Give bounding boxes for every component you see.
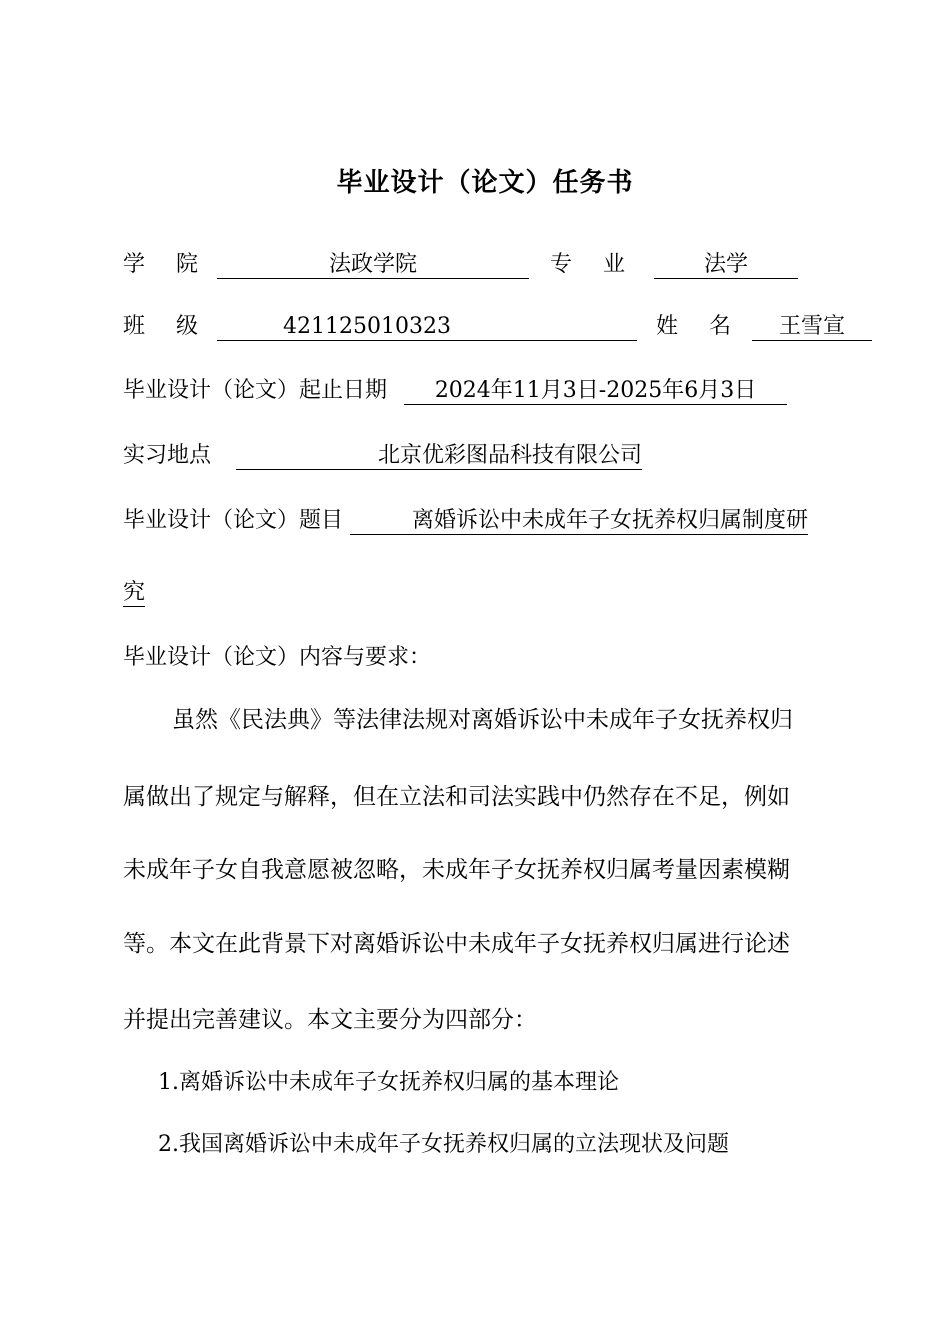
dates-row bbox=[123, 376, 787, 406]
college-value: 法政学院 bbox=[217, 252, 529, 279]
major-label: 专 业 bbox=[550, 252, 637, 277]
topic-label: 毕业设计（论文）题目 bbox=[123, 508, 344, 533]
page-title: 毕业设计（论文）任务书 bbox=[336, 168, 634, 198]
dates-value: 2024年11月3日-2025年6月3日 bbox=[404, 378, 787, 405]
paragraph-line: 并提出完善建议。本文主要分为四部分： bbox=[123, 1007, 537, 1033]
name-value: 王雪宣 bbox=[752, 314, 872, 341]
class-name-row bbox=[123, 312, 872, 342]
name-label: 姓 名 bbox=[656, 314, 743, 339]
class-value: 421125010323 bbox=[283, 314, 451, 339]
major-value: 法学 bbox=[654, 252, 798, 279]
list-item: 2.我国离婚诉讼中未成年子女抚养权归属的立法现状及问题 bbox=[158, 1132, 729, 1157]
content-heading: 毕业设计（论文）内容与要求： bbox=[123, 645, 432, 670]
class-value-wrap bbox=[217, 314, 637, 341]
list-item: 1.离婚诉讼中未成年子女抚养权归属的基本理论 bbox=[158, 1070, 619, 1095]
topic-row-continued bbox=[123, 578, 145, 608]
paragraph-line: 等。本文在此背景下对离婚诉讼中未成年子女抚养权归属进行论述 bbox=[123, 931, 790, 957]
class-label: 班 级 bbox=[123, 314, 210, 339]
location-value: 北京优彩图品科技有限公司 bbox=[236, 443, 642, 470]
college-major-row bbox=[123, 250, 798, 280]
paragraph-line: 虽然《民法典》等法律法规对离婚诉讼中未成年子女抚养权归 bbox=[172, 707, 793, 733]
dates-label: 毕业设计（论文）起止日期 bbox=[123, 378, 388, 403]
paragraph-line: 未成年子女自我意愿被忽略，未成年子女抚养权归属考量因素模糊 bbox=[123, 857, 790, 883]
topic-value-line2: 究 bbox=[123, 580, 146, 605]
topic-value-line1: 离婚诉讼中未成年子女抚养权归属制度研 bbox=[350, 508, 808, 535]
college-label: 学 院 bbox=[123, 252, 210, 277]
location-label: 实习地点 bbox=[123, 443, 212, 468]
location-row bbox=[123, 441, 642, 471]
paragraph-line: 属做出了规定与解释，但在立法和司法实践中仍然存在不足，例如 bbox=[123, 784, 790, 810]
topic-row bbox=[123, 506, 808, 536]
